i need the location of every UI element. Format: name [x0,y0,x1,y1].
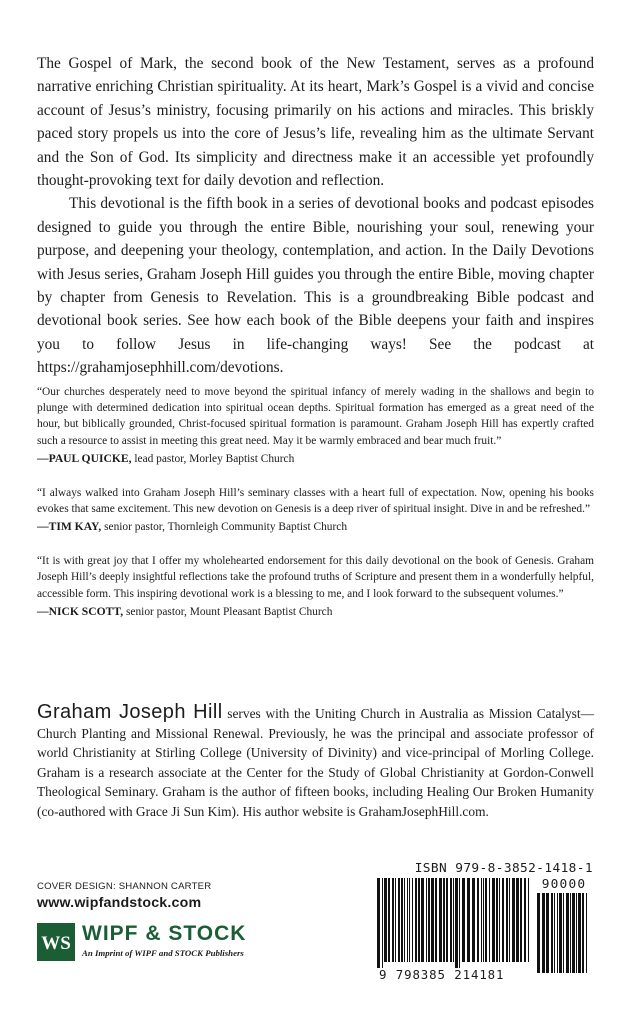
isbn-label: ISBN 979-8-3852-1418-1 [414,861,593,876]
barcode-bar [485,878,487,962]
barcode-bar [578,893,581,973]
endorsement-attribution [37,603,594,621]
endorser-name: —TIM KAY, [37,520,102,534]
barcode-bar [409,878,410,962]
barcode-bar [528,878,529,962]
barcode-bar [377,878,380,968]
barcode-bar [512,878,515,962]
barcode-bar [481,878,482,962]
endorser-role: lead pastor, Morley Baptist Church [134,452,295,465]
barcode-bar [542,893,545,973]
endorsements [37,384,594,638]
endorsement-1 [37,384,594,468]
barcode-bar [455,878,458,968]
endorser-role: senior pastor, Mount Pleasant Baptist Church [125,605,333,618]
barcode-bar [446,878,448,962]
cover-design-credit: COVER DESIGN: SHANNON CARTER [37,881,212,892]
barcode-bar [496,878,498,962]
barcode-bar [572,893,575,973]
barcode-bar [537,893,540,973]
barcode-bar [557,893,558,973]
barcode-bar [435,878,437,962]
barcode-bar [459,878,460,968]
author-bio [37,703,594,822]
barcode-bar [467,878,470,962]
barcode-bar [551,893,553,973]
barcode-bar [509,878,510,962]
barcode-bar [570,893,571,973]
barcode-bar [492,878,495,962]
barcode-bar [412,878,413,962]
addon-barcode-bars [537,893,591,979]
endorsement-attribution [37,518,594,536]
endorsement-quote: “It is with great joy that I offer my wholehearted endorsement for this daily devotional on the book of Genesis. Graham Joseph Hill’s deeply insightful reflections take the profound truths of Scripture and present them in a wonderfully helpful, accessible form. This inspiring devotional work is a blessing to me, and I look forward to the subsequent volumes.” [37,555,594,600]
barcode-bar [384,878,387,962]
publisher-logo-mark [37,923,75,961]
endorser-name: —PAUL QUICKE, [37,451,132,465]
endorsement-2 [37,485,594,536]
ean-barcode-bars [377,878,531,968]
endorser-name: —NICK SCOTT, [37,604,124,618]
barcode-bar [388,878,390,962]
publisher-tagline: An Imprint of WIPF and STOCK Publishers [82,948,244,958]
barcode-bar [450,878,452,962]
author-bio-text: serves with the Uniting Church in Australia as Mission Catalyst—Church Planting and Missional Renewal. Previously, he was the principal and associate professor of world Christianity at Stirling College (University of Divinity) and vice-principal of Morling College. Graham is a research associate at the Center for the Study of Global Christianity at Gordon-Conwell Theological Seminary. Graham is the author of fifteen books, including Healing Our Broken Humanity (co-authored with Grace Ji Sun Kim). His author website is GrahamJosephHill.com. [37,706,594,819]
blurb-paragraph-2: This devotional is the fifth book in a series of devotional books and podcast episodes designed to guide you through the entire Bible, nourishing your soul, renewing your purpose, and deepening your theology, contemplation, and action. In the Daily Devotions with Jesus series, Graham Joseph Hill guides you through the entire Bible, moving chapter by chapter from Genesis to Revelation. This is a groundbreaking Bible podcast and devotional book series. See how each book of the Bible deepens your faith and inspires you to follow Jesus in life-changing ways! See the podcast at https://grahamjosephhill.com/devotions. [37,195,594,377]
publisher-logo [37,921,287,961]
author-name: Graham Joseph Hill [37,701,223,723]
barcode-bar [428,878,430,962]
barcode-bar [477,878,479,962]
barcode-bar [431,878,434,962]
barcode-bar [472,878,475,962]
barcode-bar [524,878,526,962]
ean-digits: 9 798385 214181 [379,967,505,982]
barcode-bar [586,893,587,973]
barcode-bar [559,893,562,973]
endorsement-attribution [37,450,594,468]
publisher-website: www.wipfandstock.com [37,895,202,911]
barcode-bar [499,878,500,962]
blurb-paragraph-1: The Gospel of Mark, the second book of the New Testament, serves as a profound narrative enriching Christian spirituality. At its heart, Mark’s Gospel is a vivid and concise account of Jesus’s ministry, focusing primarily on his actions and miracles. This briskly paced story propels us into the core of Jesus’s life, revealing him as the ultimate Servant and the Son of God. Its simplicity and directness make it an accessible yet profoundly thought-provoking text for daily devotion and reflection. [37,55,594,190]
barcode-bar [398,878,400,962]
barcode-bar [566,893,569,973]
barcode-bar [426,878,427,962]
endorsement-quote: “Our churches desperately need to move beyond the spiritual infancy of merely wading in the shallows and begin to plunge with determined dedication into spiritual ocean depths. Spiritual formation has emerged as a great need of the hour, but biblically grounded, Christ-focused spiritual formation is paramount. Graham Joseph Hill has expertly crafted such a resource to assist in meeting this great need. May it be warmly embraced and bear much fruit.” [37,386,594,447]
addon-digits: 90000 [541,877,587,892]
barcode-bar [439,878,442,962]
barcode-bar [407,878,408,962]
barcode-bar [576,893,577,973]
barcode-bar [418,878,420,962]
barcode-bar [502,878,504,962]
barcode-bar [563,893,564,973]
barcode-bar [489,878,490,962]
publisher-name: WIPF & STOCK [82,922,247,945]
barcode-bar [554,893,555,973]
barcode-bar [546,893,549,973]
barcode-bar [483,878,484,962]
isbn-barcode [374,861,595,985]
barcode-bar [506,878,508,962]
barcode-bar [582,893,584,973]
barcode-bar [415,878,417,962]
barcode-bar [392,878,394,962]
barcode-bar [520,878,522,962]
barcode-bar [443,878,445,962]
barcode-bar [462,878,465,962]
barcode-bar [382,878,383,968]
endorser-role: senior pastor, Thornleigh Community Baptist Church [104,521,348,534]
endorsement-3 [37,553,594,621]
barcode-bar [395,878,396,962]
back-cover-blurb [37,52,594,380]
endorsement-quote: “I always walked into Graham Joseph Hill’s seminary classes with a heart full of expectation. Now, opening his books evokes that same excitement. This new devotion on Genesis is a deep river of spiritual insight. Dive in and be refreshed.” [37,486,594,516]
logo-mark-letters: WS [41,933,71,954]
barcode-bar [516,878,519,962]
barcode-bar [421,878,424,962]
barcode-bar [401,878,403,962]
barcode-bar [404,878,405,962]
barcode-bar [453,878,454,962]
